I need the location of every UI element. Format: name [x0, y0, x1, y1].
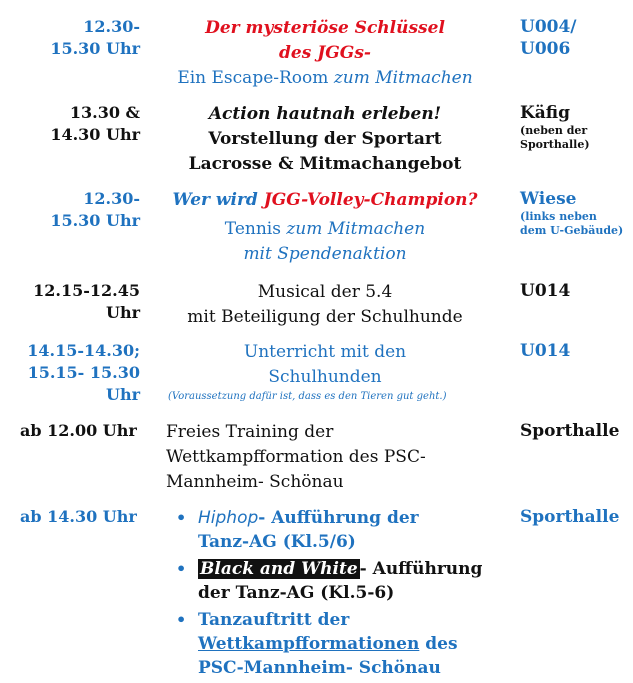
event-note: (Voraussetzung dafür ist, dass es den Tieren gut geht.) — [168, 391, 447, 402]
time-line: 14.15-14.30; — [27, 341, 140, 360]
event-cell — [160, 340, 490, 404]
list-item-highlight: Hiphop — [198, 508, 259, 528]
event-line: mit Beteiligung der Schulhunde — [187, 307, 463, 327]
time-line: 15.30 Uhr — [50, 211, 140, 230]
list-item-text: - Aufführung der — [258, 508, 419, 528]
time-cell — [0, 340, 140, 406]
event-cell — [160, 188, 490, 267]
time-line: 15.30 Uhr — [50, 39, 140, 58]
dance-list — [166, 506, 506, 680]
time-cell — [20, 420, 160, 442]
place-cell — [520, 280, 633, 302]
place-line: Sporthalle — [520, 507, 620, 527]
event-title: Musical der 5.4 — [257, 282, 393, 302]
time-line: Uhr — [105, 303, 140, 322]
list-item-text: Tanzauftritt der — [198, 610, 350, 630]
list-item — [166, 557, 506, 605]
time-line: 12.30- — [83, 17, 140, 36]
place-line: U006 — [520, 39, 571, 59]
time-line: Uhr — [105, 385, 140, 404]
event-subtitle — [160, 66, 490, 91]
event-subtitle-a: Ein Escape-Room — [177, 68, 334, 88]
place-cell — [520, 420, 633, 442]
time-cell — [0, 102, 140, 146]
time-line: 14.30 Uhr — [50, 125, 140, 144]
time-cell — [0, 280, 140, 324]
time-cell — [0, 16, 140, 60]
place-line: Wiese — [520, 189, 577, 209]
event-line: Lacrosse & Mitmachangebot — [188, 154, 462, 174]
list-item — [166, 608, 506, 680]
event-title: Der mysteriöse Schlüssel — [205, 18, 445, 38]
place-cell — [520, 506, 633, 528]
bullet-icon: • — [176, 559, 187, 578]
event-title-b: JGG-Volley-Champion? — [263, 190, 478, 210]
event-line: Vorstellung der Sportart — [208, 129, 442, 149]
event-subtitle-b: zum Mitmachen — [333, 68, 473, 88]
list-item-text: der Tanz-AG (Kl.5-6) — [198, 583, 395, 603]
event-subtitle — [160, 217, 490, 242]
list-item-text: Tanz-AG (Kl.5/6) — [198, 532, 356, 552]
place-line: Sporthalle — [520, 421, 620, 441]
event-line: Mannheim- Schönau — [166, 472, 344, 492]
event-cell — [160, 16, 490, 91]
event-cell — [160, 102, 490, 177]
bullet-icon: • — [176, 610, 187, 629]
time-line: 12.30- — [83, 189, 140, 208]
event-line: Schulhunden — [268, 367, 382, 387]
event-line: mit Spendenaktion — [243, 244, 407, 264]
time-line: 15.15- 15.30 — [27, 363, 140, 382]
event-cell — [166, 506, 506, 683]
event-subtitle-b: zum Mitmachen — [286, 219, 426, 239]
event-title-a: Wer wird — [172, 190, 264, 210]
time-line: 12.15-12.45 — [33, 281, 140, 300]
event-title: Unterricht mit den — [243, 342, 407, 362]
place-cell — [520, 188, 633, 238]
time-line: 13.30 & — [69, 103, 140, 122]
place-line: U004/ — [520, 17, 577, 37]
event-title: Action hautnah erleben! — [208, 104, 442, 124]
list-item-text: des — [419, 634, 458, 654]
list-item-text: - Aufführung — [359, 559, 483, 579]
place-note: (neben der — [520, 124, 588, 137]
list-item-text: PSC-Mannheim- Schönau — [198, 658, 441, 678]
place-cell — [520, 340, 633, 362]
place-cell — [520, 102, 633, 152]
event-cell — [166, 420, 496, 495]
time-line: ab 12.00 Uhr — [20, 421, 137, 440]
place-line: U014 — [520, 281, 571, 301]
event-title-cont: des JGGs- — [279, 43, 371, 63]
event-title — [160, 188, 490, 213]
place-cell — [520, 16, 633, 60]
list-item — [166, 506, 506, 554]
event-line: Freies Training der — [166, 422, 334, 442]
time-cell — [0, 188, 140, 232]
place-note: dem U-Gebäude) — [520, 224, 624, 237]
time-line: ab 14.30 Uhr — [20, 507, 137, 526]
list-item-link: Wettkampfformationen — [198, 634, 420, 654]
place-note: Sporthalle) — [520, 138, 590, 151]
place-note: (links neben — [520, 210, 597, 223]
place-line: Käfig — [520, 103, 571, 123]
time-cell — [20, 506, 160, 528]
list-item-highlight: Black and White — [200, 559, 358, 579]
bullet-icon: • — [176, 508, 187, 527]
event-line: Wettkampfformation des PSC- — [166, 447, 426, 467]
event-cell — [160, 280, 490, 330]
event-subtitle-a: Tennis — [224, 219, 287, 239]
place-line: U014 — [520, 341, 571, 361]
